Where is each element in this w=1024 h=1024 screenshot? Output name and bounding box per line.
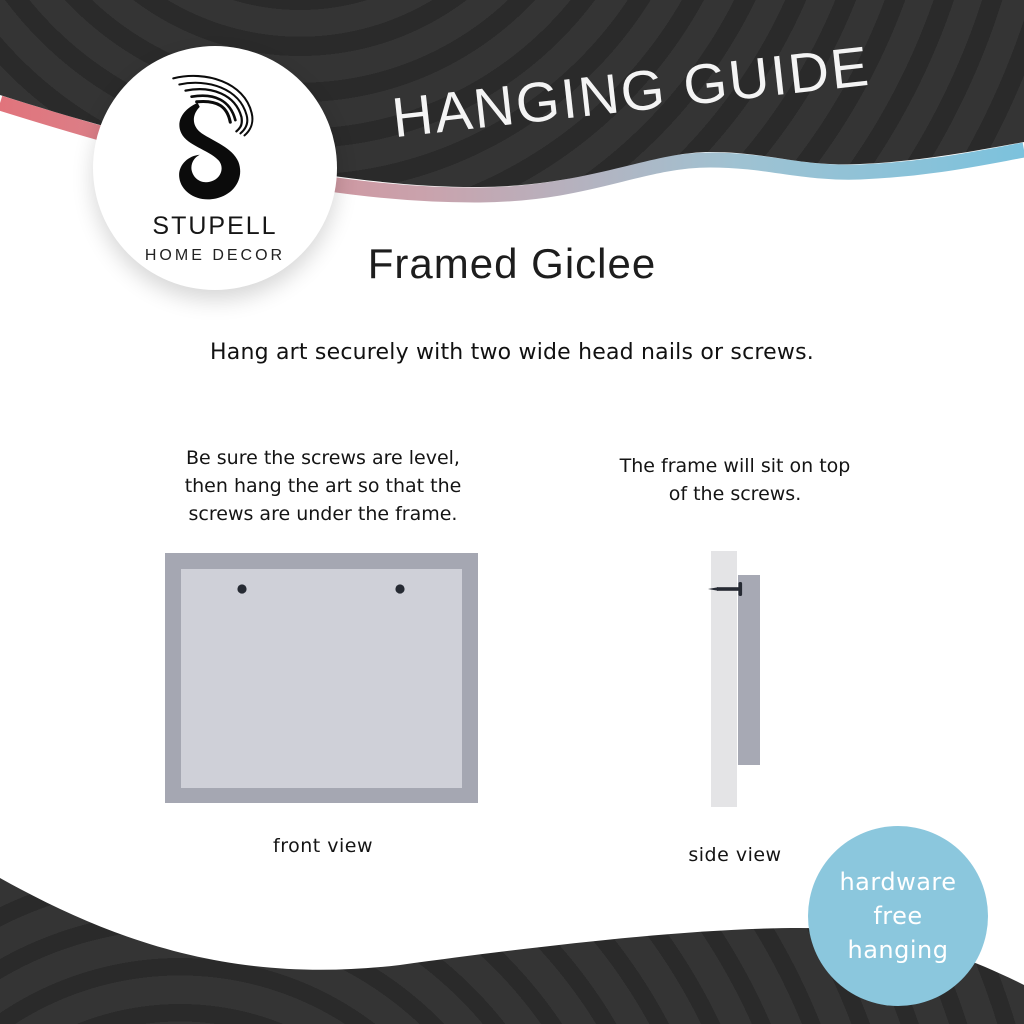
note-line: Be sure the screws are level, <box>186 447 460 469</box>
front-view-note <box>148 444 498 528</box>
note-line: screws are under the frame. <box>188 503 458 525</box>
side-view-note <box>585 452 885 508</box>
note-line: then hang the art so that the <box>184 475 462 497</box>
stupell-s-swoosh-icon <box>159 72 271 210</box>
hardware-free-badge <box>808 826 988 1006</box>
note-line: The frame will sit on top <box>619 455 851 477</box>
screw-dot-left <box>237 584 246 593</box>
side-view-caption: side view <box>688 844 782 866</box>
brand-name: STUPELL <box>152 212 278 240</box>
badge-line: hanging <box>847 936 949 964</box>
front-view-diagram <box>165 553 478 805</box>
product-type-title: Framed Giclee <box>367 240 657 287</box>
brand-tagline: HOME DECOR <box>144 247 286 264</box>
page-title: HANGING GUIDE <box>388 33 874 149</box>
badge-line: free <box>873 902 923 930</box>
screw-dot-right <box>395 584 404 593</box>
frame-side-bar <box>738 575 760 765</box>
lead-instruction: Hang art securely with two wide head nails or screws. <box>210 340 814 365</box>
front-view-caption: front view <box>273 835 373 857</box>
badge-line: hardware <box>839 868 957 896</box>
side-view-diagram <box>700 551 770 807</box>
frame-mat <box>181 569 462 788</box>
brand-logo-badge <box>93 46 337 290</box>
note-line: of the screws. <box>668 483 802 505</box>
